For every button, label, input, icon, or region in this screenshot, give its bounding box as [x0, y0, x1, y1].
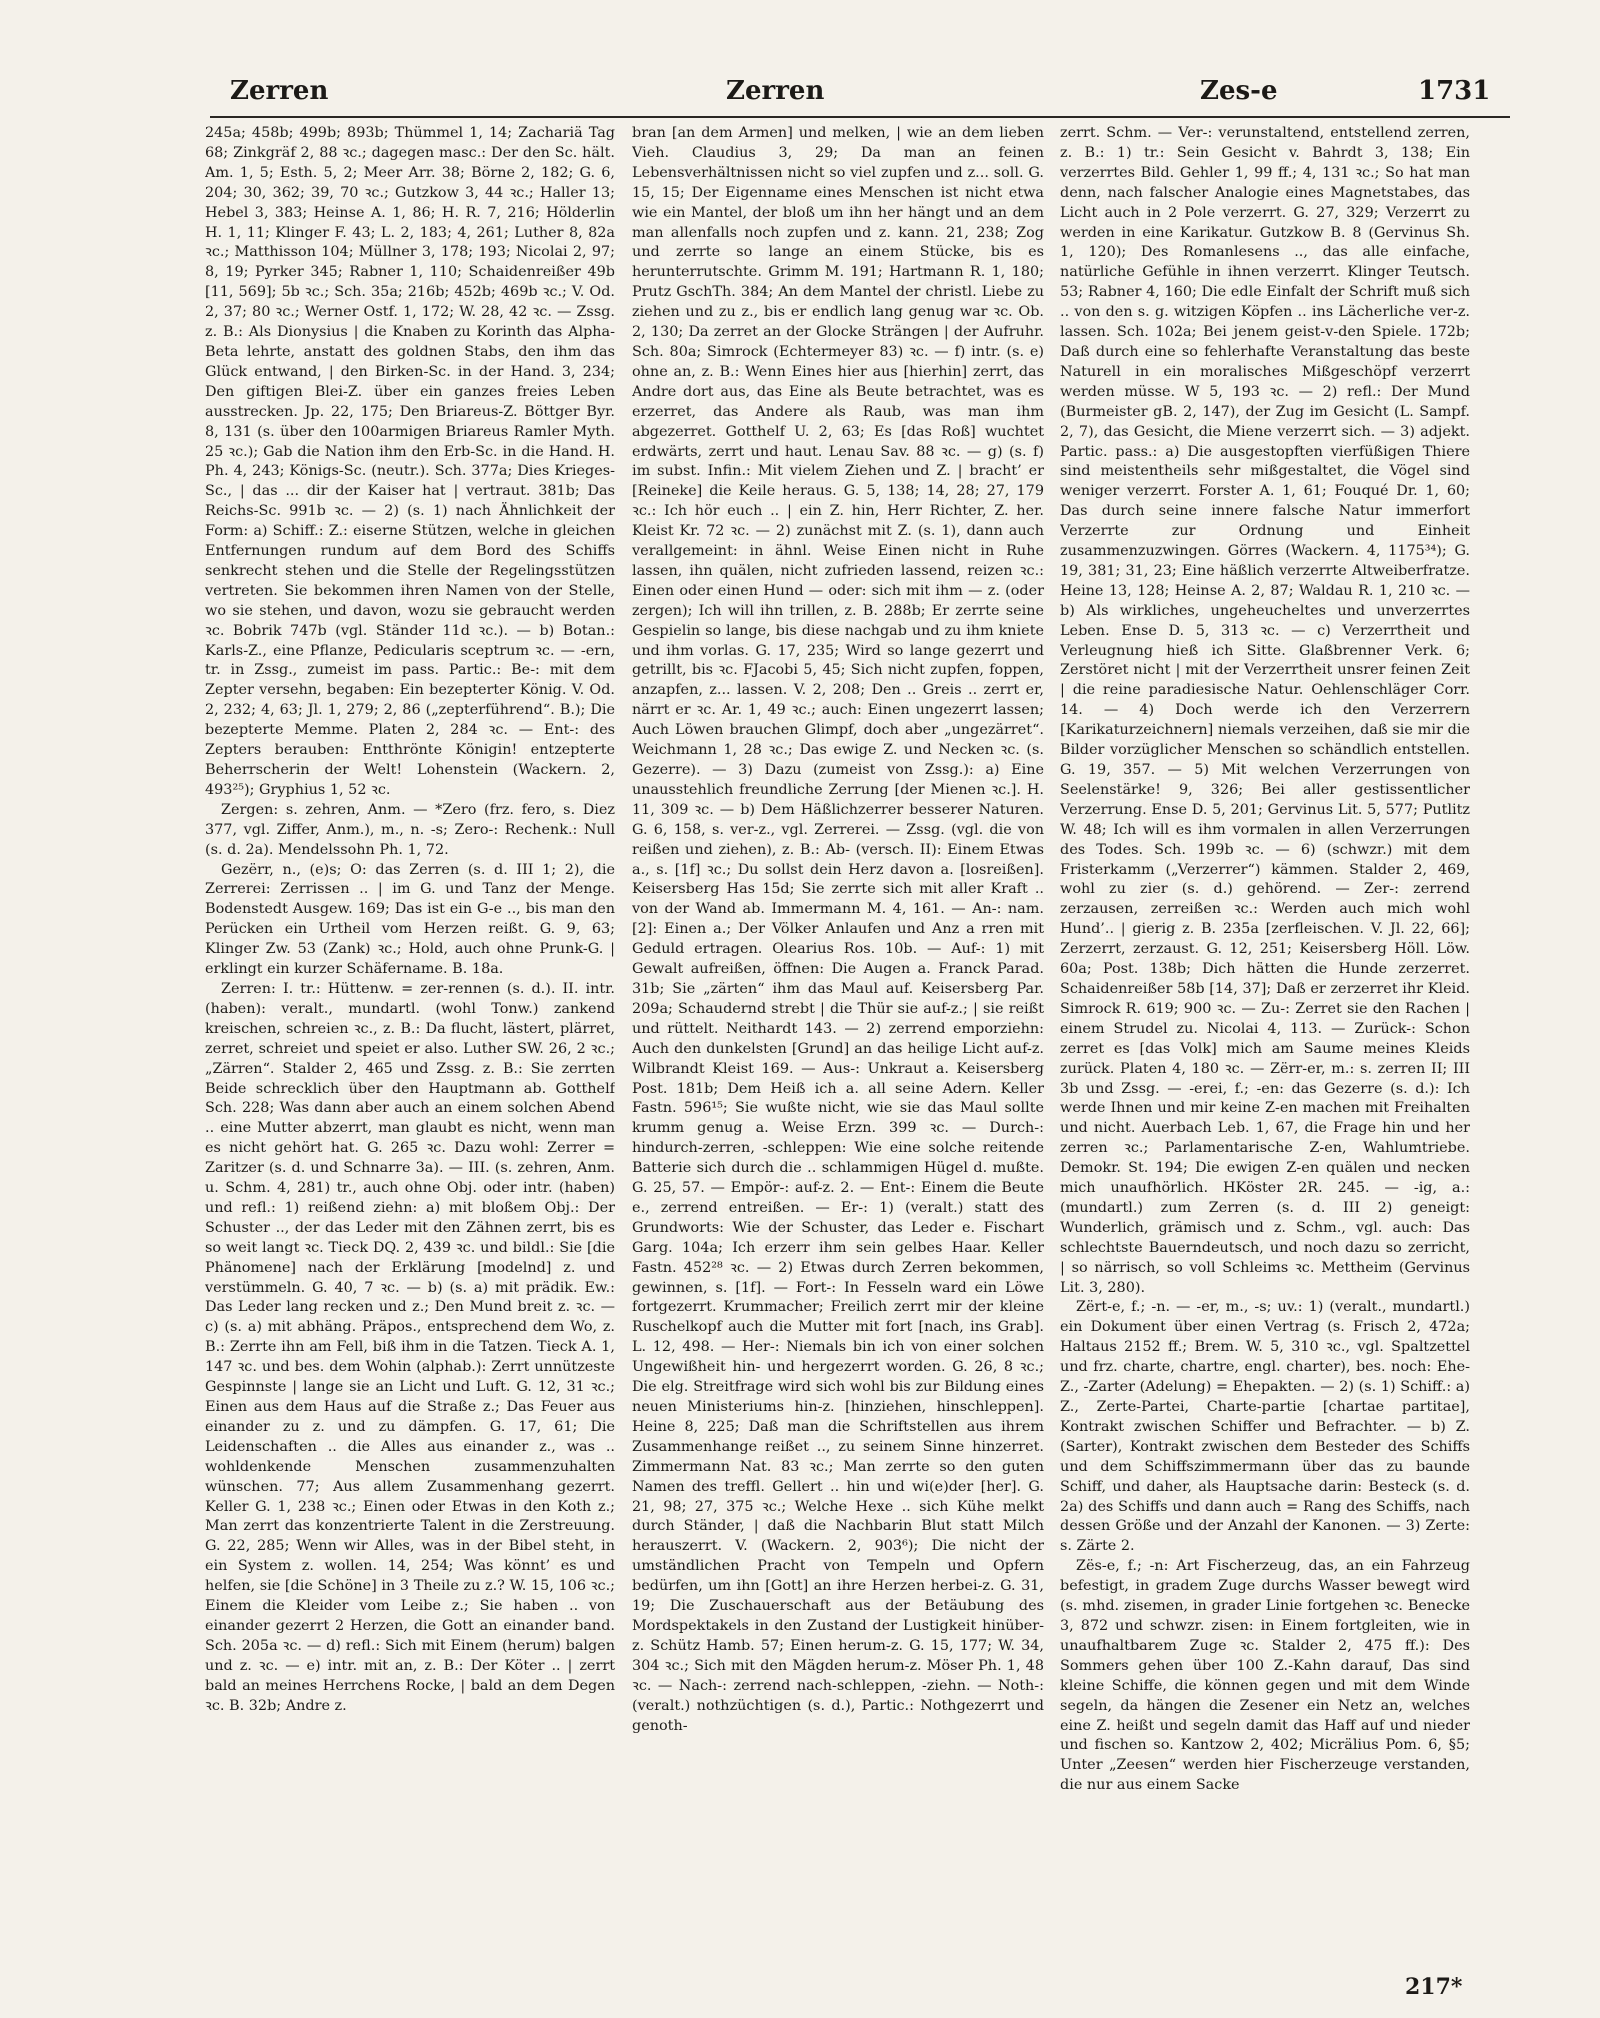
entry-zergen: Zergen: s. zehren, Anm. — *Zero (frz. fero, s. Diez 377, vgl. Ziffer, Anm.), m., n. -s; Zero-: Rechenk.: Null (s. d. 2a). Mendelssohn Ph. 1, 72. — [205, 801, 615, 858]
column-right — [1060, 124, 1470, 1964]
entry-gezerr: Gezërr, n., (e)s; O: das Zerren (s. d. III 1; 2), die Zerrerei: Zerrissen .. | im G. und Tanz der Menge. Bodenstedt Ausgew. 169; Das ist ein G-e .., bis man den Perücken ein Urtheil vom Herzen reißt. G. 9, 63; Klinger Zw. 53 (Zank) ꝛc.; Hold, auch ohne Prunk-G. | erklingt ein kurzer Schäfername. B. 18a. — [205, 861, 615, 978]
page-number: 1731 — [1418, 76, 1491, 106]
entry-zese: Zës-e, f.; -n: Art Fischerzeug, das, an ein Fahrzeug befestigt, in gradem Zuge durchs Wasser bewegt wird (s. mhd. zisemen, in grader Linie fortgehen ꝛc. Benecke 3, 872 und schwzr. zisen: in Einem fortgleiten, wie in unaufhaltbarem Zuge ꝛc. Stalder 2, 475 ff.): Des Sommers gehen über 100 Z.-Kahn darauf, Das sind kleine Schiffe, die können gegen und mit dem Winde segeln, da hängen die Zesener ein Netz an, welches eine Z. heißt und segeln damit das Haff auf und nieder und fischen so. Kantzow 2, 402; Micrälius Pom. 6, §5; Unter „Zeesen“ werden hier Fischerzeuge verstanden, die nur aus einem Sacke — [1060, 1558, 1470, 1794]
text-columns — [0, 124, 1600, 1964]
column-middle — [632, 124, 1044, 1964]
entry-zepter-cont: 245a; 458b; 499b; 893b; Thümmel 1, 14; Zachariä Tag 68; Zinkgräf 2, 88 ꝛc.; dagegen masc.: Der den Sc. hält. Am. 1, 5; Esth. 5, 2; Meer Arr. 38; Börne 2, 182; G. 6, 204; 30, 362; 39, 70 ꝛc.; Gutzkow 3, 44 ꝛc.; Haller 13; Hebel 3, 383; Heinse A. 1, 86; H. R. 7, 216; Hölderlin H. 1, 11; Klinger F. 43; L. 2, 183; 4, 261; Luther 8, 82a ꝛc.; Matthisson 104; Müllner 3, 178; 193; Nicolai 2, 97; 8, 19; Pyrker 345; Rabner 1, 110; Schaidenreißer 49b [11, 569]; 5b ꝛc.; Sch. 35a; 216b; 452b; 469b ꝛc.; V. Od. 2, 37; 80 ꝛc.; Werner Ostf. 1, 172; W. 28, 42 ꝛc. — Zssg. z. B.: Als Dionysius | die Knaben zu Korinth das Alpha-Beta lehrte, anstatt des goldnen Stabs, den ihm das Glück entwand, | den Birken-Sc. in der Hand. 3, 234; Den giftigen Blei-Z. über ein ganzes freies Leben ausstrecken. Jp. 22, 175; Den Briareus-Z. Böttger Byr. 8, 131 (s. über den 100armigen Briareus Ramler Myth. 25 ꝛc.); Gab die Nation ihm den Erb-Sc. in die Hand. H. Ph. 4, 243; Königs-Sc. (neutr.). Sch. 377a; Dies Krieges-Sc., | das ... dir der Kaiser hat | vertraut. 381b; Das Reichs-Sc. 991b ꝛc. — 2) (s. 1) nach Ähnlichkeit der Form: a) Schiff.: Z.: eiserne Stützen, welche in gleichen Entfernungen rundum auf dem Bord des Schiffs senkrecht stehen und die Stelle der Regelingsstützen vertreten. Sie bekommen ihren Namen von der Stelle, wo sie stehen, und davon, wozu sie gebraucht werden ꝛc. Bobrik 747b (vgl. Ständer 11d ꝛc.). — b) Botan.: Karls-Z., eine Pflanze, Pedicularis sceptrum ꝛc. — -ern, tr. in Zssg., zumeist im pass. Partic.: Be-: mit dem Zepter versehn, begaben: Ein bezepterter König. V. Od. 2, 232; 4, 63; Jl. 1, 279; 2, 86 („zepterführend“. B.); Die bezepterte Memme. Platen 2, 284 ꝛc. — Ent-: des Zepters berauben: Entthrönte Königin! entzepterte Beherrscherin der Welt! Lohenstein (Wackern. 2, 493²⁵); Gryphius 1, 52 ꝛc. — [205, 125, 615, 798]
signature-mark: 217* — [1405, 1974, 1463, 2000]
entry-zerren: Zerren: I. tr.: Hüttenw. = zer-rennen (s. d.). II. intr. (haben): veralt., mundartl. (wohl Tonw.) zankend kreischen, schreien ꝛc., z. B.: Da flucht, lästert, plärret, zerret, schreiet und speiet er also. Luther SW. 26, 2 ꝛc.; „Zärren“. Stalder 2, 465 und Zssg. z. B.: Sie zerrten Beide schrecklich über den Hauptmann ab. Gotthelf Sch. 228; Was dann aber auch an einem solchen Abend .. eine Mutter abzerrt, man glaubt es nicht, wenn man es nicht gehört hat. G. 265 ꝛc. Dazu wohl: Zerrer = Zaritzer (s. d. und Schnarre 3a). — III. (s. zehren, Anm. u. Schm. 4, 281) tr., auch ohne Obj. oder intr. (haben) und refl.: 1) reißend ziehn: a) mit bloßem Obj.: Der Schuster .., der das Leder mit den Zähnen zerrt, bis es so weit langt ꝛc. Tieck DQ. 2, 439 ꝛc. und bildl.: Sie [die Phänomene] nach der Erklärung [modelnd] z. und verstümmeln. G. 40, 7 ꝛc. — b) (s. a) mit prädik. Ew.: Das Leder lang recken und z.; Den Mund breit z. ꝛc. — c) (s. a) mit abhäng. Präpos., entsprechend dem Wo, z. B.: Zerrte ihn am Fell, biß ihm in die Tatzen. Tieck A. 1, 147 ꝛc. und bes. dem Wohin (alphab.): Zerrt unnützeste Gespinnste | lange sie an Licht und Luft. G. 12, 31 ꝛc.; Einen aus dem Haus auf die Straße z.; Das Feuer aus einander zu z. und zu dämpfen. G. 17, 61; Die Leidenschaften .. die Alles aus einander z., was .. wohldenkende Menschen zusammenzuhalten wünschen. 77; Aus allem Zusammenhang gezerrt. Keller G. 1, 238 ꝛc.; Einen oder Etwas in den Koth z.; Man zerrt das konzentrierte Talent in die Zerstreuung. G. 22, 285; Wenn wir Alles, was in der Bibel steht, in ein System z. wollen. 14, 254; Was könnt’ es und helfen, sie [die Schöne] in 3 Theile zu z.? W. 15, 106 ꝛc.; Einem die Kleider vom Leibe z.; Sie haben .. von einander gezerrt 2 Herzen, die Gott an einander band. Sch. 205a ꝛc. — d) refl.: Sich mit Einem (herum) balgen und z. ꝛc. — e) intr. mit an, z. B.: Der Köter .. | zerrt bald an meines Herrchens Rocke, | bald an dem Degen ꝛc. B. 32b; Andre z. — [205, 980, 615, 1714]
running-header — [0, 76, 1600, 116]
header-left-word: Zerren — [230, 76, 329, 106]
entry-zerren-end: zerrt. Schm. — Ver-: verunstaltend, entstellend zerren, z. B.: 1) tr.: Sein Gesicht v. Bahrdt 3, 138; Ein verzerrtes Bild. Gehler 1, 99 ff.; 4, 131 ꝛc.; So hat man denn, nach falscher Analogie eines Magnetstabes, das Licht auch in 2 Pole verzerrt. G. 27, 329; Verzerrt zu werden in eine Karikatur. Gutzkow B. 8 (Gervinus Sh. 1, 120); Des Romanlesens .., das alle einfache, natürliche Gefühle in ihnen verzerrt. Klinger Teutsch. 53; Rabner 4, 160; Die edle Einfalt der Schrift muß sich .. von den s. g. witzigen Köpfen .. ins Lächerliche ver-z. lassen. Sch. 102a; Bei jenem geist-v-den Spiele. 172b; Daß durch eine so fehlerhafte Veranstaltung das beste Naturell in ein moralisches Mißgeschöpf verzerrt werden müsse. W 5, 193 ꝛc. — 2) refl.: Der Mund (Burmeister gB. 2, 147), der Zug im Gesicht (L. Sampf. 2, 7), das Gesicht, die Miene verzerrt sich. — 3) adjekt. Partic. pass.: a) Die ausgestopften vierfüßigen Thiere sind meistentheils sehr mißgestaltet, die Vögel sind weniger verzerrt. Forster A. 1, 61; Fouqué Dr. 1, 60; Das durch seine innere falsche Natur immerfort Verzerrte zur Ordnung und Einheit zusammenzuzwingen. Görres (Wackern. 4, 1175³⁴); G. 19, 381; 31, 23; Eine häßlich verzerrte Altweiberfratze. Heine 13, 128; Heinse A. 2, 87; Waldau R. 1, 210 ꝛc. — b) Als wirkliches, ungeheucheltes und unverzerrtes Leben. Ense D. 5, 313 ꝛc. — c) Verzerrtheit und Verleugnung hieß ich Sitte. Glaßbrenner Verk. 6; Zerstöret nicht | mit der Verzerrtheit unsrer feinen Zeit | die reine paradiesische Natur. Oehlenschläger Corr. 14. — 4) Doch werde ich den Verzerrern [Karikaturzeichnern] niemals verzeihen, daß sie mir die Bilder vorzüglicher Menschen so schändlich entstellen. G. 19, 357. — 5) Mit welchen Verzerrungen von Seelenstärke! 9, 326; Bei aller gestissentlicher Verzerrung. Ense D. 5, 201; Gervinus Lit. 5, 577; Putlitz W. 48; Ich will es ihm vormalen in allen Verzerrungen des Todes. Sch. 199b ꝛc. — 6) (schwzr.) mit dem Fristerkamm („Verzerrer“) kämmen. Stalder 2, 469, wohl zu zier (s. d.) gehörend. — Zer-: zerrend zerzausen, zerreißen ꝛc.: Werden auch mich wohl Hund’.. | gierig z. B. 235a [zerfleischen. V. Jl. 22, 66]; Zerzerrt, zerzaust. G. 12, 251; Keisersberg Höll. Löw. 60a; Post. 138b; Dich hätten die Hunde zerzerret. Schaidenreißer 58b [14, 37]; Daß er zerzerret ihr Kleid. Simrock R. 619; 900 ꝛc. — Zu-: Zerret sie den Rachen | einem Strudel zu. Nicolai 4, 113. — Zurück-: Schon zerret es [das Volk] mich am Saume meines Kleids zurück. Platen 4, 180 ꝛc. — Zërr-er, m.: s. zerren II; III 3b und Zssg. — -erei, f.; -en: das Gezerre (s. d.): Ich werde Ihnen und mir keine Z-en machen mit Freihalten und nicht. Auerbach Leb. 1, 67, die Frage hin und her zerren ꝛc.; Parlamentarische Z-en, Wahlumtriebe. Demokr. St. 194; Die ewigen Z-en quälen und necken mich unaufhörlich. HKöster 2R. 245. — -ig, a.: (mundartl.) zum Zerren (s. d. III 2) geneigt: Wunderlich, grämisch und z. Schm., vgl. auch: Das schlechtste Bauerndeutsch, und noch dazu so zerricht, | so närrisch, so voll Schleims ꝛc. Mettheim (Gervinus Lit. 3, 280). — [1060, 125, 1470, 1296]
column-left — [205, 124, 615, 1964]
header-right-word: Zes-e — [1200, 76, 1278, 106]
entry-zerte: Zërt-e, f.; -n. — -er, m., -s; uv.: 1) (veralt., mundartl.) ein Dokument über einen Vertrag (s. Frisch 2, 472a; Haltaus 2152 ff.; Brem. W. 5, 310 ꝛc., vgl. Spaltzettel und frz. charte, chartre, engl. charter), bes. noch: Ehe-Z., -Zarter (Adelung) = Ehepakten. — 2) (s. 1) Schiff.: a) Z., Zerte-Partei, Charte-partie [chartae partitae], Kontrakt zwischen Schiffer und Befrachter. — b) Z. (Sarter), Kontrakt zwischen dem Besteder des Schiffs und dem Schiffszimmermann über das zu baunde Schiff, und daher, als Hauptsache darin: Besteck (s. d. 2a) des Schiffs und dann auch = Rang des Schiffs, nach dessen Größe und der Anzahl der Kanonen. — 3) Zerte: s. Zärte 2. — [1060, 1299, 1470, 1555]
entry-zerren-cont: bran [an dem Armen] und melken, | wie an dem lieben Vieh. Claudius 3, 29; Da man an feinen Lebensverhältnissen nicht so viel zupfen und z... soll. G. 15, 15; Der Eigenname eines Menschen ist nicht etwa wie ein Mantel, der bloß um ihn her hängt und an dem man allenfalls noch zupfen und z. kann. 21, 238; Zog und zerrte so lange an einem Stücke, bis es herunterrutschte. Grimm M. 191; Hartmann R. 1, 180; Prutz GschTh. 384; An dem Mantel der christl. Liebe zu ziehen und zu z., bis er endlich lang genug war ꝛc. Ob. 2, 130; Da zerret an der Glocke Strängen | der Aufruhr. Sch. 80a; Simrock (Echtermeyer 83) ꝛc. — f) intr. (s. e) ohne an, z. B.: Wenn Eines hier aus [hierhin] zerrt, das Andre dort aus, das Eine als Beute betrachtet, was es erzerret, das Andere als Raub, was man ihm abgezerret. Gotthelf U. 2, 63; Es [das Roß] wuchtet erdwärts, zerrt und haut. Lenau Sav. 88 ꝛc. — g) (s. f) im subst. Infin.: Mit vielem Ziehen und Z. | bracht’ er [Reineke] die Keile heraus. G. 5, 138; 14, 28; 27, 179 ꝛc.: Ich hör euch .. | ein Z. hin, Herr Richter, Z. her. Kleist Kr. 72 ꝛc. — 2) zunächst mit Z. (s. 1), dann auch verallgemeint: in ähnl. Weise Einen nicht in Ruhe lassen, ihn quälen, nicht zufrieden lassend, reizen ꝛc.: Einen oder einen Hund — oder: sich mit ihm — z. (oder zergen); Ich will ihn trillen, z. B. 288b; Er zerrte seine Gespielin so lange, bis diese nachgab und zu ihm kniete und ihm vorlas. G. 17, 235; Wird so lange gezerrt und getrillt, bis ꝛc. FJacobi 5, 45; Sich nicht zupfen, foppen, anzapfen, z... lassen. V. 2, 208; Den .. Greis .. zerrt er, närrt er ꝛc. Ar. 1, 49 ꝛc.; auch: Einen ungezerrt lassen; Auch Löwen brauchen Glimpf, doch aber „ungezärret“. Weichmann 1, 28 ꝛc.; Das ewige Z. und Necken ꝛc. (s. Gezerre). — 3) Dazu (zumeist von Zssg.): a) Eine unausstehlich freundliche Zerrung [der Mienen ꝛc.]. H. 11, 309 ꝛc. — b) Dem Häßlichzerrer besserer Naturen. G. 6, 158, s. ver-z., vgl. Zerrerei. — Zssg. (vgl. die von reißen und ziehen), z. B.: Ab- (versch. II): Einem Etwas a., s. [1f] ꝛc.; Du sollst dein Herz davon a. [losreißen]. Keisersberg Has 15d; Sie zerrte sich mit aller Kraft .. von der Wand ab. Immermann M. 4, 161. — An-: nam. [2]: Einen a.; Der Völker Anlaufen und Anz a rren mit Geduld ertragen. Olearius Ros. 10b. — Auf-: 1) mit Gewalt aufreißen, öffnen: Die Augen a. Franck Parad. 31b; Sie „zärten“ ihm das Maul auf. Keisersberg Par. 209a; Schaudernd strebt | die Thür sie auf-z.; | sie reißt und rüttelt. Neithardt 143. — 2) zerrend emporziehn: Auch den dunkelsten [Grund] an das heilige Licht auf-z. Wilbrandt Kleist 169. — Aus-: Unkraut a. Keisersberg Post. 181b; Dem Heiß ich a. all seine Adern. Keller Fastn. 596¹⁵; Sie wußte nicht, wie sie das Maul sollte krumm genug a. Weise Erzn. 399 ꝛc. — Durch-: hindurch-zerren, -schleppen: Wie eine solche reitende Batterie sich durch die .. schlammigen Hügel d. mußte. G. 25, 57. — Empör-: auf-z. 2. — Ent-: Einem die Beute e., zerrend entreißen. — Er-: 1) (veralt.) statt des Grundworts: Wie der Schuster, das Leder e. Fischart Garg. 104a; Ich erzerr ihm sein gelbes Haar. Keller Fastn. 452²⁸ ꝛc. — 2) Etwas durch Zerren bekommen, gewinnen, s. [1f]. — Fort-: In Fesseln ward ein Löwe fortgezerrt. Krummacher; Freilich zerrt mir der kleine Ruschelkopf auch die Mutter mit fort [nach, ins Grab]. L. 12, 498. — Her-: Niemals bin ich von einer solchen Ungewißheit hin- und hergezerrt worden. G. 26, 8 ꝛc.; Die elg. Streitfrage wird sich wohl bis zur Bildung eines neuen Ministeriums hin-z. [hinziehen, hinschleppen]. Heine 8, 225; Daß man die Schriftstellen aus ihrem Zusammenhange reißet .., zu seinem Sinne hinzerret. Zimmermann Nat. 83 ꝛc.; Man zerrte so den guten Namen des treffl. Gellert .. hin und wi(e)der [her]. G. 21, 98; 27, 375 ꝛc.; Welche Hexe .. sich Kühe melkt durch Ständer, | daß die Nachbarin Blut statt Milch herauszerrt. V. (Wackern. 2, 903⁶); Die nicht der umständlichen Pracht von Tempeln und Opfern bedürfen, um ihn [Gott] an ihre Herzen herbei-z. G. 31, 19; Die Zuschauerschaft aus der Betäubung des Mordspektakels in den Zustand der Lustigkeit hinüber-z. Schütz Hamb. 57; Einen herum-z. G. 15, 177; W. 34, 304 ꝛc.; Sich mit den Mägden herum-z. Möser Ph. 1, 48 ꝛc. — Nach-: zerrend nach-schleppen, -ziehn. — Noth-: (veralt.) nothzüchtigen (s. d.), Partic.: Nothgezerrt und genoth- — [632, 125, 1044, 1734]
header-center-word: Zerren — [726, 76, 825, 106]
header-rule — [210, 116, 1510, 118]
